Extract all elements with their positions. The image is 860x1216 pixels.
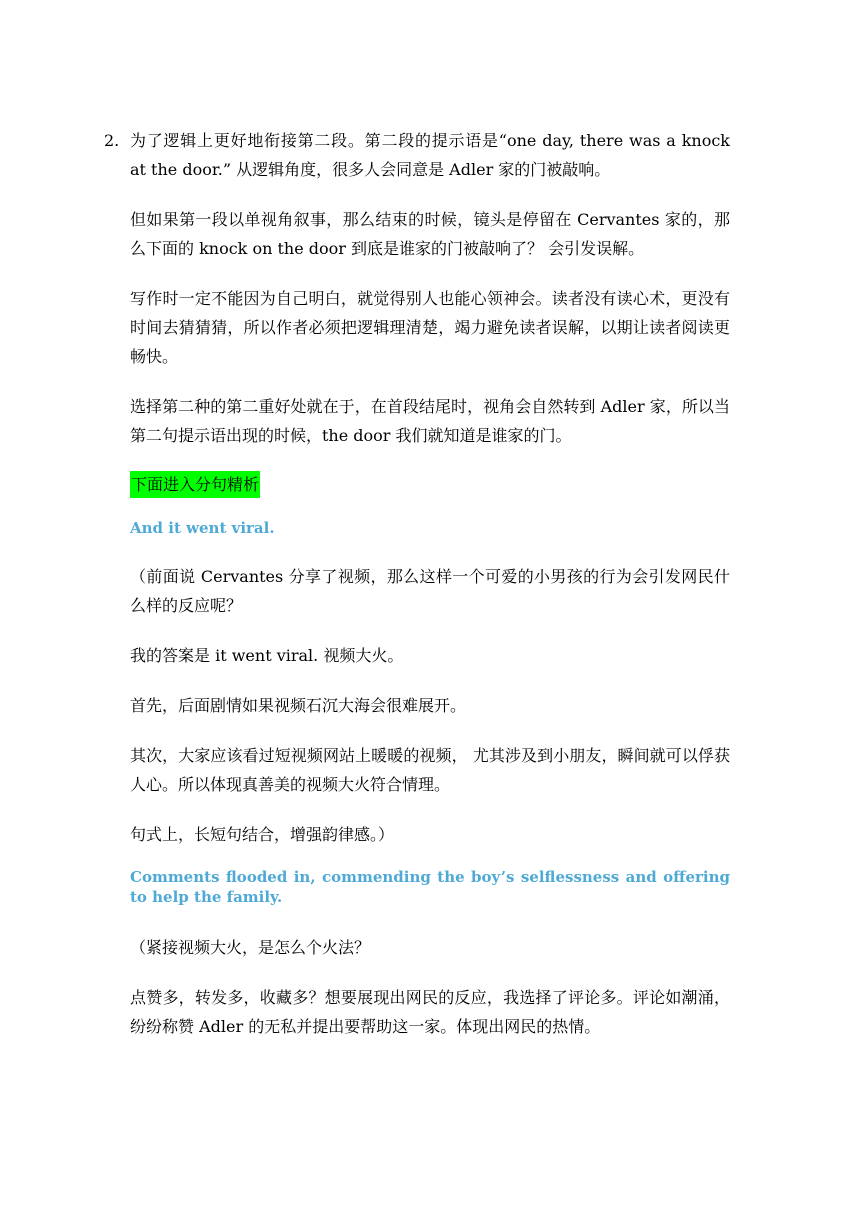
numbered-point (104, 126, 730, 184)
highlighted-heading: 下面进入分句精析 (130, 471, 260, 498)
paragraph: 写作时一定不能因为自己明白，就觉得别人也能心领神会。读者没有读心术，更没有时间去猜猜猜，所以作者必须把逻辑理清楚，竭力避免读者误解，以期让读者阅读更畅快。 (130, 289, 730, 366)
english-sentence: Comments flooded in, commending the boy’s selflessness and offering to help the family. (130, 868, 730, 906)
analysis-note: （前面说 Cervantes 分享了视频，那么这样一个可爱的小男孩的行为会引发网民什么样的反应呢？ (130, 567, 730, 615)
analysis-note: 点赞多，转发多，收藏多？想要展现出网民的反应，我选择了评论多。评论如潮涌，纷纷称赞 Adler 的无私并提出要帮助这一家。体现出网民的热情。 (130, 988, 730, 1036)
analysis-note: （紧接视频大火，是怎么个火法？ (130, 938, 371, 957)
paragraph: 选择第二种的第二重好处就在于，在首段结尾时，视角会自然转到 Adler 家，所以当第二句提示语出现的时候，the door 我们就知道是谁家的门。 (130, 397, 730, 445)
analysis-note: 首先，后面剧情如果视频石沉大海会很难展开。 (130, 696, 467, 715)
section-heading (130, 471, 730, 498)
list-text: 为了逻辑上更好地衔接第二段。第二段的提示语是“one day, there was a knock at the door.” 从逻辑角度，很多人会同意是 Adler 家的门被敲响。 (130, 131, 730, 179)
analysis-note: 句式上，长短句结合，增强韵律感。） (130, 825, 395, 844)
document-body (104, 126, 730, 1062)
list-number: 2. (104, 131, 120, 150)
analysis-note: 我的答案是 it went viral. 视频大火。 (130, 646, 404, 665)
english-sentence: And it went viral. (130, 519, 275, 537)
paragraph: 但如果第一段以单视角叙事，那么结束的时候，镜头是停留在 Cervantes 家的，那么下面的 knock on the door 到底是谁家的门被敲响了？ 会引发误解。 (130, 210, 730, 258)
analysis-note: 其次，大家应该看过短视频网站上暖暖的视频， 尤其涉及到小朋友，瞬间就可以俘获人心。所以体现真善美的视频大火符合情理。 (130, 746, 730, 794)
